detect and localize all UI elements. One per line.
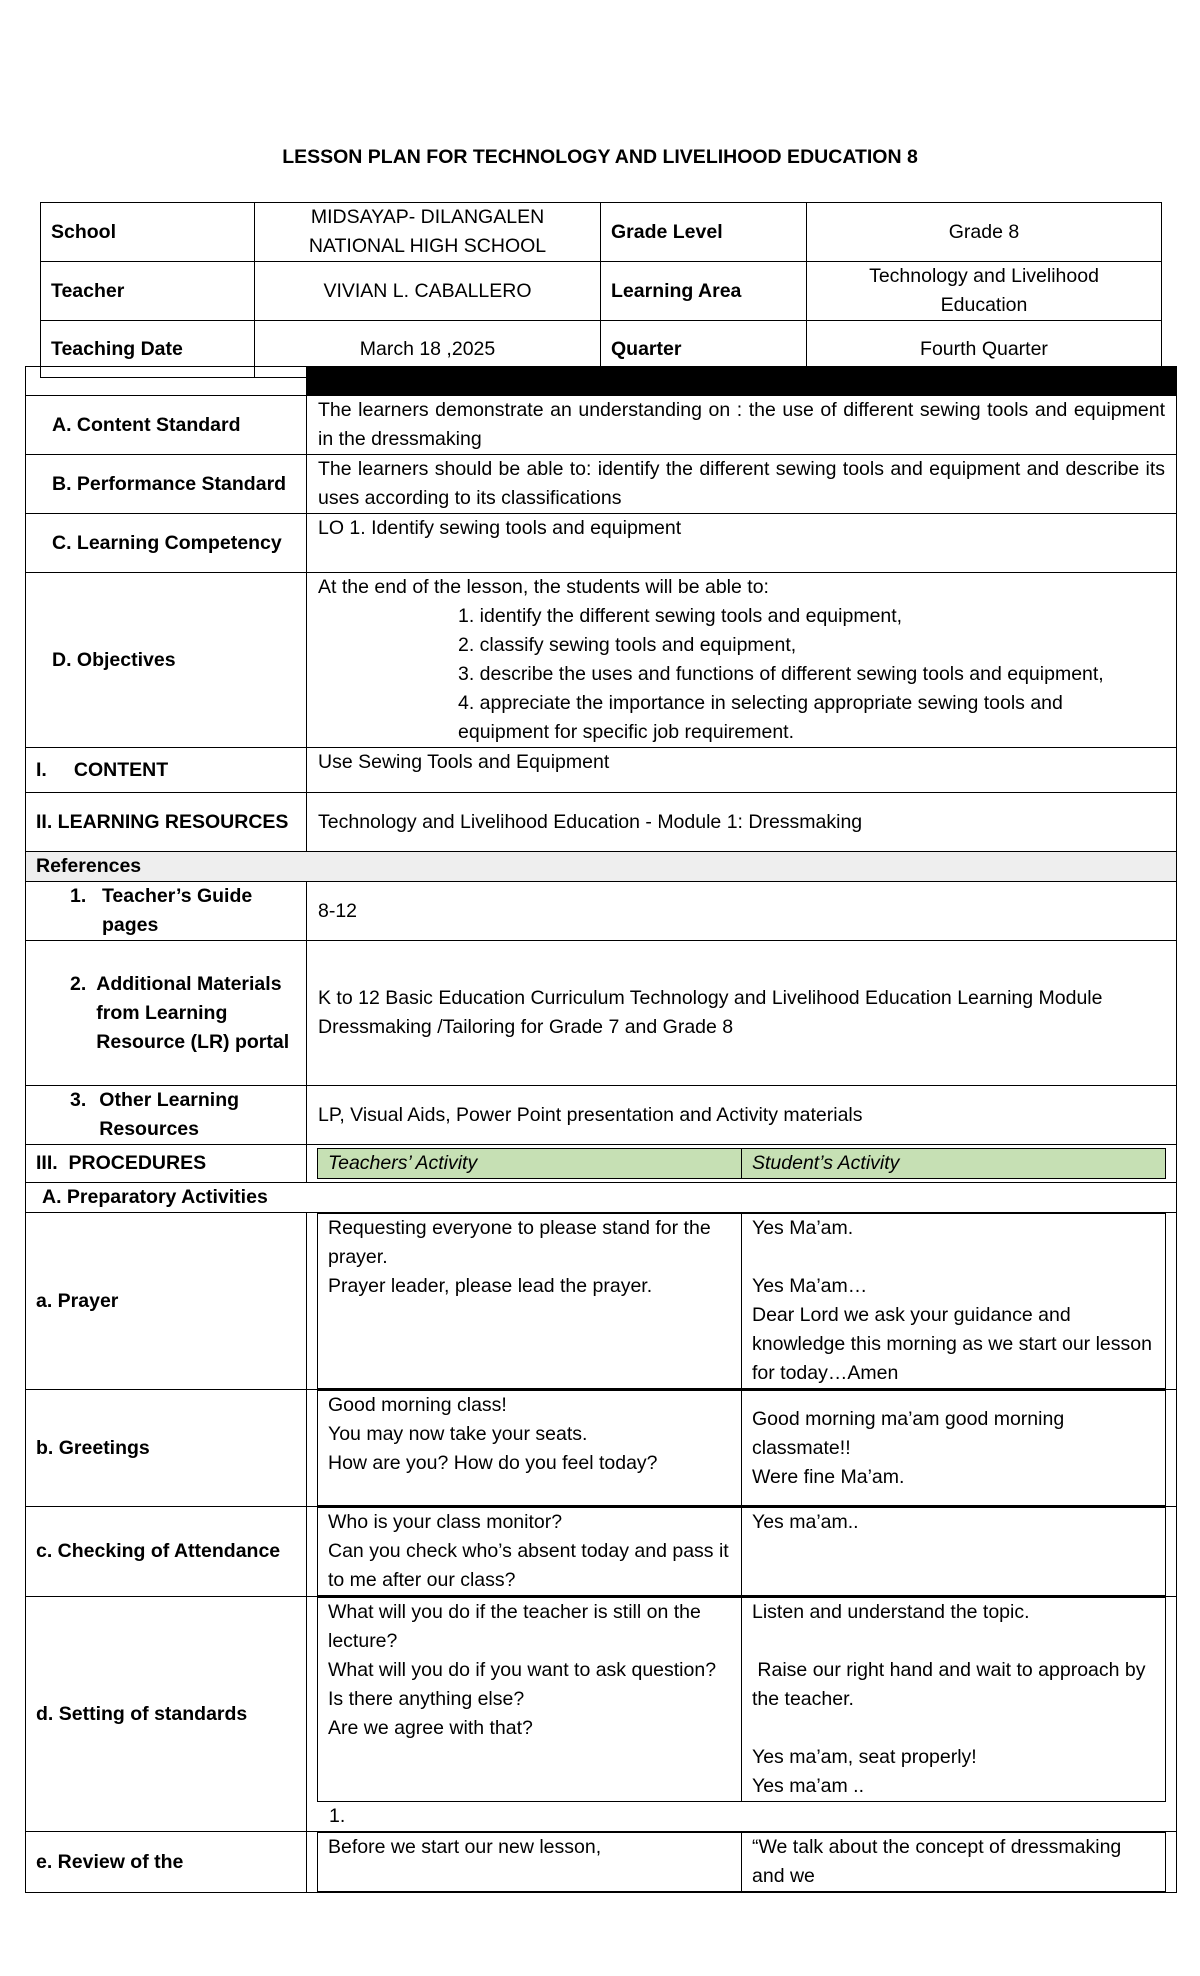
other-resources-label: Other Learning Resources [99, 1089, 240, 1140]
objective-item: 4. appreciate the importance in selecting appropriate sewing tools and equipment for specific job requirement. [458, 692, 1063, 743]
greetings-activity-row [318, 1391, 1166, 1506]
content-standard-row [26, 396, 1177, 455]
content-standard-label: A. Content Standard [26, 396, 307, 455]
objectives-row [26, 573, 1177, 748]
additional-materials-row [26, 941, 1177, 1086]
standards-activity-row [318, 1598, 1166, 1802]
teacher-value: VIVIAN L. CABALLERO [255, 262, 601, 321]
references-label: References [26, 852, 1177, 882]
attendance-cell [307, 1507, 1177, 1597]
other-resources-row [26, 1086, 1177, 1145]
learning-competency-text: LO 1. Identify sewing tools and equipment [307, 514, 1177, 573]
learning-area-label: Learning Area [601, 262, 807, 321]
teachers-guide-label: Teacher’s Guide pages [101, 885, 253, 936]
objective-item: 3. describe the uses and functions of different sewing tools and equipment, [458, 663, 1104, 685]
school-label: School [41, 203, 255, 262]
review-teacher-text: Before we start our new lesson, [318, 1833, 742, 1892]
teaching-date-label: Teaching Date [41, 321, 255, 378]
teachers-activity-header: Teachers’ Activity [318, 1149, 742, 1179]
learning-competency-row [26, 514, 1177, 573]
attendance-teacher-text: Who is your class monitor? Can you check who’s absent today and pass it to me after our class? [318, 1508, 742, 1596]
performance-standard-row [26, 455, 1177, 514]
greetings-cell [307, 1390, 1177, 1507]
standards-row [26, 1597, 1177, 1832]
learning-area-value: Technology and Livelihood Education [807, 262, 1162, 321]
content-label: I. CONTENT [26, 748, 307, 793]
standards-cell [307, 1597, 1177, 1832]
prayer-activity-row [318, 1214, 1166, 1389]
greetings-row [26, 1390, 1177, 1507]
teachers-guide-pages: 8-12 [307, 882, 1177, 941]
review-cell [307, 1832, 1177, 1893]
review-student-text: “We talk about the concept of dressmaking and we [742, 1833, 1166, 1892]
greetings-teacher-text: Good morning class! You may now take your seats. How are you? How do you feel today? [318, 1391, 742, 1506]
content-row [26, 748, 1177, 793]
activity-column-headers [317, 1148, 1166, 1179]
objectives-label: D. Objectives [26, 573, 307, 748]
quarter-label: Quarter [601, 321, 807, 378]
standards-label: d. Setting of standards [26, 1597, 307, 1832]
learning-resources-row [26, 793, 1177, 852]
greetings-activity-table [317, 1390, 1166, 1506]
review-row [26, 1832, 1177, 1893]
grade-level-label: Grade Level [601, 203, 807, 262]
additional-materials-text: K to 12 Basic Education Curriculum Technology and Livelihood Education Learning Module Dressmaking /Tailoring for Grade 7 and Grade 8 [307, 941, 1177, 1086]
objectives-cell [307, 573, 1177, 748]
procedures-label: III. PROCEDURES [26, 1145, 307, 1183]
activity-header-row [318, 1149, 1166, 1179]
grade-level-value: Grade 8 [807, 203, 1162, 262]
page-title: LESSON PLAN FOR TECHNOLOGY AND LIVELIHOOD EDUCATION 8 [282, 146, 918, 168]
lesson-body-table [25, 366, 1177, 1893]
content-text: Use Sewing Tools and Equipment [307, 748, 1177, 793]
additional-materials-label: Additional Materials from Learning Resource (LR) portal [96, 972, 290, 1053]
header-row [26, 367, 1177, 396]
school-value: MIDSAYAP- DILANGALEN NATIONAL HIGH SCHOOL [255, 203, 601, 262]
preparatory-row [26, 1183, 1177, 1213]
quarter-value: Fourth Quarter [807, 321, 1162, 378]
references-row [26, 852, 1177, 882]
procedures-header-cell [307, 1145, 1177, 1183]
standards-teacher-text: What will you do if the teacher is still on the lecture? What will you do if you want to ask question? Is there anything else? Are we agree with that? [318, 1598, 742, 1802]
standards-activity-table [317, 1597, 1166, 1802]
header-black-bar [307, 367, 1177, 396]
attendance-row [26, 1507, 1177, 1597]
prayer-label: a. Prayer [26, 1213, 307, 1390]
prayer-student-text: Yes Ma’am. Yes Ma’am… Dear Lord we ask your guidance and knowledge this morning as we start our lesson for today…Amen [742, 1214, 1166, 1389]
prayer-activity-table [317, 1213, 1166, 1389]
ref-number: 2. [70, 972, 87, 995]
ref-number: 1. [70, 885, 87, 907]
prayer-row [26, 1213, 1177, 1390]
info-row-teacher [41, 262, 1162, 321]
prayer-cell [307, 1213, 1177, 1390]
teachers-guide-label-cell [26, 882, 307, 941]
learning-competency-label: C. Learning Competency [26, 514, 307, 573]
standards-student-text: Listen and understand the topic. Raise our right hand and wait to approach by the teacher. Yes ma’am, seat properly! Yes ma’am .. [742, 1598, 1166, 1802]
prayer-teacher-text: Requesting everyone to please stand for the prayer. Prayer leader, please lead the prayer. [318, 1214, 742, 1389]
info-row-school [41, 203, 1162, 262]
review-activity-table [317, 1832, 1166, 1892]
lesson-info-table [40, 202, 1162, 378]
students-activity-header: Student’s Activity [742, 1149, 1166, 1179]
other-resources-label-cell [26, 1086, 307, 1145]
teaching-date-value: March 18 ,2025 [255, 321, 601, 378]
learning-resources-label: II. LEARNING RESOURCES [26, 793, 307, 852]
performance-standard-label: B. Performance Standard [26, 455, 307, 514]
review-label: e. Review of the [26, 1832, 307, 1893]
header-blank-cell [26, 367, 307, 396]
ref-number: 3. [70, 1089, 87, 1111]
teachers-guide-row [26, 882, 1177, 941]
greetings-student-text: Good morning ma’am good morning classmate!! Were fine Ma’am. [742, 1391, 1166, 1506]
preparatory-activities-label: A. Preparatory Activities [26, 1183, 1177, 1213]
standards-extra-number: 1. [329, 1805, 346, 1827]
attendance-activity-row [318, 1508, 1166, 1596]
additional-materials-label-cell [26, 941, 307, 1086]
other-resources-text: LP, Visual Aids, Power Point presentation and Activity materials [307, 1086, 1177, 1145]
objective-item: 1. identify the different sewing tools and equipment, [458, 605, 903, 627]
learning-resources-text: Technology and Livelihood Education - Module 1: Dressmaking [307, 793, 1177, 852]
review-activity-row [318, 1833, 1166, 1892]
teacher-label: Teacher [41, 262, 255, 321]
procedures-row [26, 1145, 1177, 1183]
attendance-student-text: Yes ma’am.. [742, 1508, 1166, 1596]
objectives-intro: At the end of the lesson, the students will be able to: [318, 576, 769, 598]
attendance-activity-table [317, 1507, 1166, 1596]
attendance-label: c. Checking of Attendance [26, 1507, 307, 1597]
performance-standard-text: The learners should be able to: identify the different sewing tools and equipment and describe its uses according to its classifications [307, 455, 1177, 514]
content-standard-text: The learners demonstrate an understanding on : the use of different sewing tools and equipment in the dressmaking [307, 396, 1177, 455]
objective-item: 2. classify sewing tools and equipment, [458, 634, 797, 656]
greetings-label: b. Greetings [26, 1390, 307, 1507]
